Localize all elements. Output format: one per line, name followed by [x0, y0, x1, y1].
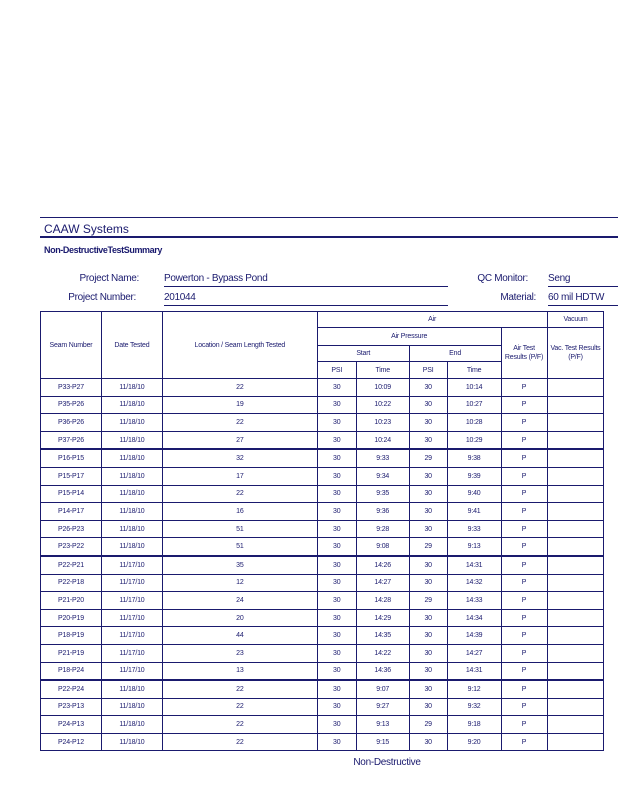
end-psi-cell: 29 — [409, 538, 447, 556]
right-margin-cell — [604, 733, 618, 751]
end-time-cell: 9:20 — [447, 733, 501, 751]
start-psi-cell: 30 — [317, 680, 356, 698]
seam-number-cell: P22-P21 — [41, 556, 102, 574]
end-time-cell: 14:39 — [447, 627, 501, 645]
vac-test-result-cell — [547, 431, 604, 449]
end-psi-cell: 30 — [409, 414, 447, 432]
right-margin-cell — [604, 520, 618, 538]
end-psi-cell: 30 — [409, 431, 447, 449]
seam-length-cell: 51 — [162, 520, 317, 538]
date-tested-header: Date Tested — [101, 312, 162, 379]
date-tested-cell: 11/18/10 — [101, 716, 162, 734]
project-number-label: Project Number: — [68, 292, 136, 303]
seam-length-cell: 17 — [162, 467, 317, 485]
vac-test-result-cell — [547, 680, 604, 698]
seam-number-cell: P24-P12 — [41, 733, 102, 751]
end-psi-cell: 29 — [409, 716, 447, 734]
start-time-cell: 9:28 — [356, 520, 409, 538]
right-margin-cell — [604, 467, 618, 485]
end-time-cell: 9:32 — [447, 698, 501, 716]
start-time-cell: 9:07 — [356, 680, 409, 698]
start-psi-cell: 30 — [317, 662, 356, 680]
seam-number-cell: P21-P19 — [41, 644, 102, 662]
date-tested-cell: 11/18/10 — [101, 414, 162, 432]
start-psi-cell: 30 — [317, 414, 356, 432]
table-row — [41, 627, 618, 645]
table-row — [41, 733, 618, 751]
vac-test-result-cell — [547, 449, 604, 467]
start-time-cell: 14:36 — [356, 662, 409, 680]
start-time-cell: 14:28 — [356, 592, 409, 610]
table-row — [41, 503, 618, 521]
start-time-cell: 9:33 — [356, 449, 409, 467]
end-time-header: Time — [447, 362, 501, 379]
location-header: Location / Seam Length Tested — [162, 312, 317, 379]
seam-number-cell: P22-P18 — [41, 574, 102, 592]
start-time-cell: 14:35 — [356, 627, 409, 645]
end-time-cell: 14:32 — [447, 574, 501, 592]
end-time-cell: 14:31 — [447, 556, 501, 574]
right-margin-cell — [604, 538, 618, 556]
start-time-cell: 9:27 — [356, 698, 409, 716]
seam-length-cell: 51 — [162, 538, 317, 556]
date-tested-cell: 11/18/10 — [101, 485, 162, 503]
start-time-cell: 10:22 — [356, 396, 409, 414]
seam-number-cell: P20-P19 — [41, 609, 102, 627]
end-psi-cell: 30 — [409, 520, 447, 538]
air-pressure-header: Air Pressure — [317, 328, 501, 346]
right-margin-cell — [604, 680, 618, 698]
seam-length-cell: 44 — [162, 627, 317, 645]
start-psi-header: PSI — [317, 362, 356, 379]
table-row — [41, 414, 618, 432]
right-margin-cell — [604, 644, 618, 662]
air-test-result-cell: P — [501, 698, 547, 716]
seam-length-cell: 20 — [162, 609, 317, 627]
right-margin-cell — [604, 698, 618, 716]
table-row — [41, 680, 618, 698]
date-tested-cell: 11/18/10 — [101, 503, 162, 521]
right-margin-cell — [604, 396, 618, 414]
table-row — [41, 574, 618, 592]
air-test-result-cell: P — [501, 467, 547, 485]
seam-number-cell: P15-P17 — [41, 467, 102, 485]
seam-number-cell: P18-P24 — [41, 662, 102, 680]
vacuum-header: Vacuum — [547, 312, 604, 328]
date-tested-cell: 11/18/10 — [101, 449, 162, 467]
end-time-cell: 9:40 — [447, 485, 501, 503]
air-test-result-cell: P — [501, 574, 547, 592]
seam-length-cell: 12 — [162, 574, 317, 592]
seam-length-cell: 22 — [162, 716, 317, 734]
air-test-result-cell: P — [501, 733, 547, 751]
end-psi-cell: 30 — [409, 396, 447, 414]
table-row — [41, 467, 618, 485]
vac-test-result-cell — [547, 396, 604, 414]
start-psi-cell: 30 — [317, 538, 356, 556]
table-row — [41, 449, 618, 467]
right-margin-cell — [604, 379, 618, 397]
end-psi-cell: 30 — [409, 698, 447, 716]
date-tested-cell: 11/17/10 — [101, 556, 162, 574]
start-psi-cell: 30 — [317, 574, 356, 592]
end-time-cell: 14:34 — [447, 609, 501, 627]
end-time-cell: 14:33 — [447, 592, 501, 610]
date-tested-cell: 11/18/10 — [101, 520, 162, 538]
vac-test-result-cell — [547, 485, 604, 503]
seam-number-cell: P21-P20 — [41, 592, 102, 610]
right-margin-cell — [604, 431, 618, 449]
seam-number-cell: P23-P13 — [41, 698, 102, 716]
date-tested-cell: 11/18/10 — [101, 538, 162, 556]
right-margin-cell — [604, 485, 618, 503]
start-psi-cell: 30 — [317, 698, 356, 716]
right-margin-cell — [604, 609, 618, 627]
date-tested-cell: 11/18/10 — [101, 467, 162, 485]
seam-number-header: Seam Number — [41, 312, 102, 379]
project-name-value: Powerton - Bypass Pond — [164, 273, 448, 287]
qc-monitor-value: Seng — [548, 273, 618, 287]
start-time-cell: 10:24 — [356, 431, 409, 449]
air-test-result-cell: P — [501, 592, 547, 610]
material-label: Material: — [500, 292, 536, 303]
right-margin-cell — [604, 662, 618, 680]
seam-number-cell: P33-P27 — [41, 379, 102, 397]
seam-number-cell: P36-P26 — [41, 414, 102, 432]
table-row — [41, 485, 618, 503]
vac-test-result-cell — [547, 627, 604, 645]
start-psi-cell: 30 — [317, 396, 356, 414]
seam-length-cell: 22 — [162, 680, 317, 698]
end-psi-cell: 30 — [409, 627, 447, 645]
vac-test-result-cell — [547, 467, 604, 485]
air-test-result-cell: P — [501, 716, 547, 734]
end-psi-cell: 30 — [409, 556, 447, 574]
seam-number-cell: P23-P22 — [41, 538, 102, 556]
end-time-cell: 9:38 — [447, 449, 501, 467]
end-psi-cell: 30 — [409, 485, 447, 503]
company-name: CAAW Systems — [44, 222, 129, 236]
end-psi-cell: 30 — [409, 680, 447, 698]
seam-number-cell: P15-P14 — [41, 485, 102, 503]
report-title: Non-DestructiveTestSummary — [44, 245, 162, 255]
end-time-cell: 9:18 — [447, 716, 501, 734]
qc-monitor-label: QC Monitor: — [477, 273, 528, 284]
air-test-result-cell: P — [501, 556, 547, 574]
seam-length-cell: 32 — [162, 449, 317, 467]
end-time-cell: 10:27 — [447, 396, 501, 414]
air-test-result-cell: P — [501, 538, 547, 556]
seam-length-cell: 19 — [162, 396, 317, 414]
start-psi-cell: 30 — [317, 431, 356, 449]
seam-number-cell: P37-P26 — [41, 431, 102, 449]
air-test-result-cell: P — [501, 520, 547, 538]
start-psi-cell: 30 — [317, 644, 356, 662]
seam-length-cell: 27 — [162, 431, 317, 449]
end-time-cell: 14:27 — [447, 644, 501, 662]
right-margin-cell — [604, 449, 618, 467]
end-psi-cell: 30 — [409, 644, 447, 662]
end-psi-cell: 30 — [409, 503, 447, 521]
vac-test-result-cell — [547, 716, 604, 734]
start-psi-cell: 30 — [317, 556, 356, 574]
project-name-label: Project Name: — [79, 273, 139, 284]
end-psi-cell: 30 — [409, 733, 447, 751]
start-time-cell: 9:08 — [356, 538, 409, 556]
end-psi-cell: 29 — [409, 592, 447, 610]
table-row — [41, 662, 618, 680]
start-time-cell: 9:13 — [356, 716, 409, 734]
vac-test-result-cell — [547, 733, 604, 751]
vac-test-result-cell — [547, 503, 604, 521]
start-time-cell: 14:27 — [356, 574, 409, 592]
start-psi-cell: 30 — [317, 467, 356, 485]
air-test-result-cell: P — [501, 609, 547, 627]
end-time-cell: 14:31 — [447, 662, 501, 680]
right-margin-cell — [604, 574, 618, 592]
date-tested-cell: 11/17/10 — [101, 662, 162, 680]
start-psi-cell: 30 — [317, 503, 356, 521]
table-row — [41, 396, 618, 414]
seam-length-cell: 22 — [162, 379, 317, 397]
end-psi-cell: 30 — [409, 467, 447, 485]
table-row — [41, 716, 618, 734]
table-row — [41, 431, 618, 449]
seam-number-cell: P14-P17 — [41, 503, 102, 521]
start-time-cell: 9:34 — [356, 467, 409, 485]
end-psi-cell: 30 — [409, 379, 447, 397]
date-tested-cell: 11/17/10 — [101, 644, 162, 662]
end-psi-cell: 30 — [409, 662, 447, 680]
vac-test-result-cell — [547, 609, 604, 627]
air-test-results-header: Air Test Results (P/F) — [501, 328, 547, 379]
project-number-value: 201044 — [164, 292, 448, 306]
table-row — [41, 609, 618, 627]
vac-test-result-cell — [547, 698, 604, 716]
start-time-cell: 10:09 — [356, 379, 409, 397]
seam-length-cell: 22 — [162, 485, 317, 503]
seam-length-cell: 22 — [162, 733, 317, 751]
vac-test-result-cell — [547, 414, 604, 432]
right-margin-cell — [604, 716, 618, 734]
air-header: Air — [317, 312, 547, 328]
right-margin — [604, 312, 618, 379]
start-psi-cell: 30 — [317, 379, 356, 397]
vac-test-result-cell — [547, 379, 604, 397]
seam-number-cell: P18-P19 — [41, 627, 102, 645]
end-psi-cell: 29 — [409, 449, 447, 467]
start-time-cell: 14:29 — [356, 609, 409, 627]
seam-number-cell: P24-P13 — [41, 716, 102, 734]
end-psi-cell: 30 — [409, 609, 447, 627]
end-time-cell: 9:41 — [447, 503, 501, 521]
vac-test-result-cell — [547, 538, 604, 556]
table-row — [41, 644, 618, 662]
table-row — [41, 538, 618, 556]
seam-number-cell: P26-P23 — [41, 520, 102, 538]
end-time-cell: 10:14 — [447, 379, 501, 397]
end-header: End — [409, 346, 501, 362]
seam-length-cell: 22 — [162, 698, 317, 716]
right-margin-cell — [604, 627, 618, 645]
air-test-result-cell: P — [501, 662, 547, 680]
start-psi-cell: 30 — [317, 520, 356, 538]
table-row — [41, 379, 618, 397]
vac-test-result-cell — [547, 662, 604, 680]
end-psi-header: PSI — [409, 362, 447, 379]
date-tested-cell: 11/18/10 — [101, 680, 162, 698]
end-time-cell: 9:12 — [447, 680, 501, 698]
table-row — [41, 556, 618, 574]
start-psi-cell: 30 — [317, 609, 356, 627]
air-test-result-cell: P — [501, 449, 547, 467]
header-rule — [40, 236, 618, 238]
right-margin-cell — [604, 556, 618, 574]
seam-length-cell: 13 — [162, 662, 317, 680]
seam-length-cell: 23 — [162, 644, 317, 662]
start-psi-cell: 30 — [317, 449, 356, 467]
date-tested-cell: 11/18/10 — [101, 733, 162, 751]
vac-test-results-header: Vac. Test Results (P/F) — [547, 328, 604, 379]
date-tested-cell: 11/18/10 — [101, 379, 162, 397]
date-tested-cell: 11/18/10 — [101, 396, 162, 414]
footer-label: Non-Destructive — [353, 757, 421, 768]
table-row — [41, 698, 618, 716]
test-summary-table — [40, 311, 618, 751]
vac-test-result-cell — [547, 520, 604, 538]
start-psi-cell: 30 — [317, 592, 356, 610]
date-tested-cell: 11/17/10 — [101, 627, 162, 645]
start-header: Start — [317, 346, 409, 362]
seam-length-cell: 22 — [162, 414, 317, 432]
end-time-cell: 10:29 — [447, 431, 501, 449]
vac-test-result-cell — [547, 592, 604, 610]
end-time-cell: 10:28 — [447, 414, 501, 432]
start-time-header: Time — [356, 362, 409, 379]
start-time-cell: 9:35 — [356, 485, 409, 503]
seam-length-cell: 35 — [162, 556, 317, 574]
start-time-cell: 14:22 — [356, 644, 409, 662]
vac-test-result-cell — [547, 644, 604, 662]
seam-length-cell: 16 — [162, 503, 317, 521]
table-row — [41, 592, 618, 610]
air-test-result-cell: P — [501, 485, 547, 503]
start-psi-cell: 30 — [317, 716, 356, 734]
date-tested-cell: 11/18/10 — [101, 431, 162, 449]
top-rule — [40, 217, 618, 218]
date-tested-cell: 11/17/10 — [101, 592, 162, 610]
seam-number-cell: P22-P24 — [41, 680, 102, 698]
vac-test-result-cell — [547, 574, 604, 592]
air-test-result-cell: P — [501, 680, 547, 698]
end-time-cell: 9:39 — [447, 467, 501, 485]
start-time-cell: 9:36 — [356, 503, 409, 521]
seam-length-cell: 24 — [162, 592, 317, 610]
end-psi-cell: 30 — [409, 574, 447, 592]
air-test-result-cell: P — [501, 379, 547, 397]
start-time-cell: 10:23 — [356, 414, 409, 432]
air-test-result-cell: P — [501, 396, 547, 414]
air-test-result-cell: P — [501, 431, 547, 449]
date-tested-cell: 11/17/10 — [101, 574, 162, 592]
right-margin-cell — [604, 503, 618, 521]
end-time-cell: 9:33 — [447, 520, 501, 538]
start-psi-cell: 30 — [317, 485, 356, 503]
start-time-cell: 14:26 — [356, 556, 409, 574]
vac-test-result-cell — [547, 556, 604, 574]
air-test-result-cell: P — [501, 644, 547, 662]
start-psi-cell: 30 — [317, 627, 356, 645]
end-time-cell: 9:13 — [447, 538, 501, 556]
table-row — [41, 520, 618, 538]
seam-number-cell: P16-P15 — [41, 449, 102, 467]
right-margin-cell — [604, 592, 618, 610]
air-test-result-cell: P — [501, 414, 547, 432]
start-psi-cell: 30 — [317, 733, 356, 751]
date-tested-cell: 11/18/10 — [101, 698, 162, 716]
material-value: 60 mil HDTW — [548, 292, 618, 306]
date-tested-cell: 11/17/10 — [101, 609, 162, 627]
seam-number-cell: P35-P26 — [41, 396, 102, 414]
right-margin-cell — [604, 414, 618, 432]
start-time-cell: 9:15 — [356, 733, 409, 751]
air-test-result-cell: P — [501, 503, 547, 521]
air-test-result-cell: P — [501, 627, 547, 645]
